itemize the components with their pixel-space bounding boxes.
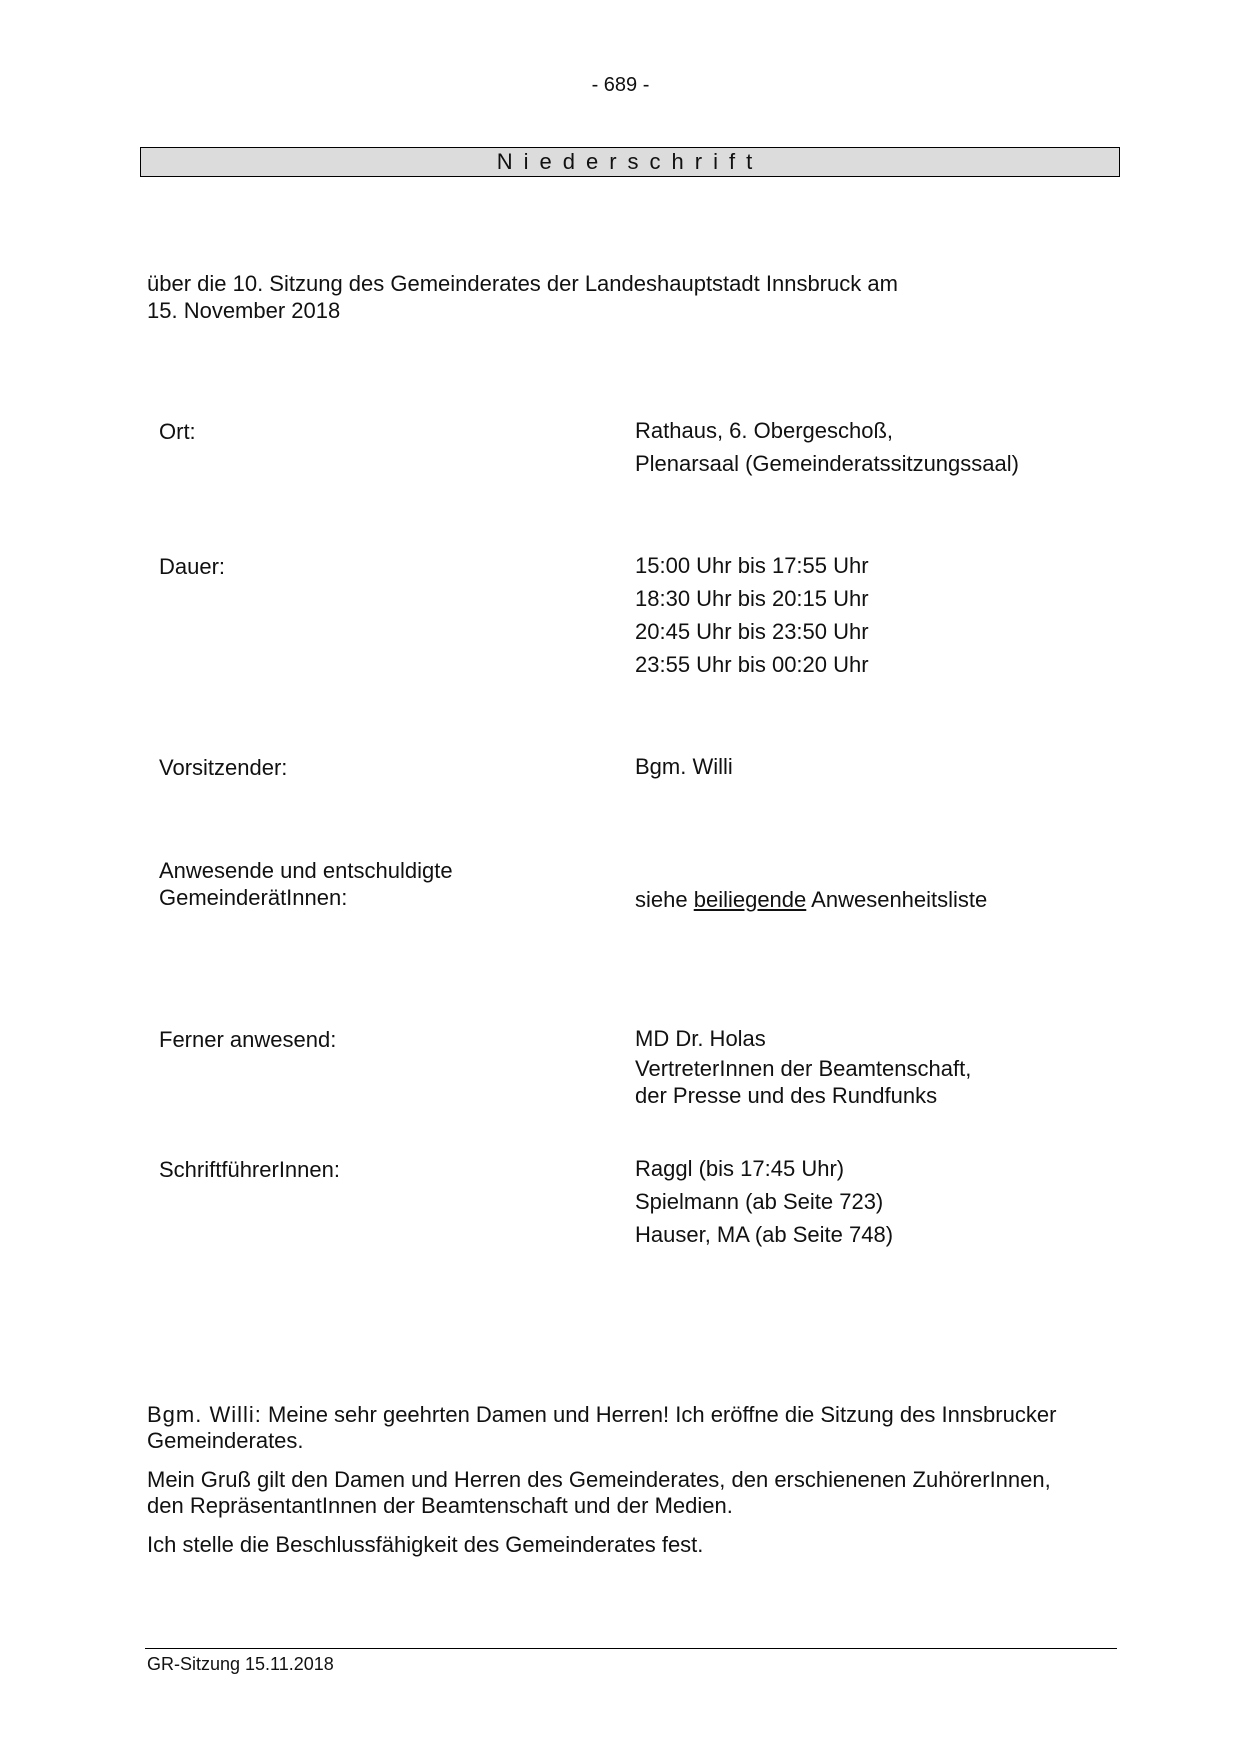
ferner-line-1: MD Dr. Holas xyxy=(635,1026,766,1051)
document-title: Niederschrift xyxy=(140,147,1120,177)
greeting-line-1: Mein Gruß gilt den Damen und Herren des Gemeinderates, den erschienenen ZuhörerInnen, xyxy=(147,1467,1051,1492)
opening-line-2: Gemeinderates. xyxy=(147,1428,304,1453)
anwesende-label xyxy=(159,857,599,911)
vorsitzender-label: Vorsitzender: xyxy=(159,755,288,780)
anwesende-suffix: Anwesenheitsliste xyxy=(811,887,988,912)
speaker-name: Bgm. Willi: xyxy=(147,1402,262,1427)
document-subtitle xyxy=(147,270,1047,324)
ort-line-1: Rathaus, 6. Obergeschoß, xyxy=(635,418,894,443)
anwesende-label-line-1: Anwesende und entschuldigte xyxy=(159,858,453,883)
paragraph-opening xyxy=(147,1402,1107,1454)
dauer-line-1: 15:00 Uhr bis 17:55 Uhr xyxy=(635,553,869,578)
vorsitzender-value xyxy=(635,750,1195,783)
dauer-line-3: 20:45 Uhr bis 23:50 Uhr xyxy=(635,619,869,644)
footer-rule xyxy=(145,1648,1117,1649)
ferner-value xyxy=(635,1022,1195,1109)
footer-text: GR-Sitzung 15.11.2018 xyxy=(147,1654,334,1674)
dauer-label: Dauer: xyxy=(159,554,226,579)
greeting-line-2: den RepräsentantInnen der Beamtenschaft und der Medien. xyxy=(147,1493,733,1518)
ort-label: Ort: xyxy=(159,419,196,444)
paragraph-quorum: Ich stelle die Beschlussfähigkeit des Gemeinderates fest. xyxy=(147,1532,704,1557)
page-number: - 689 - xyxy=(591,74,650,96)
paragraph-greeting xyxy=(147,1467,1107,1519)
ort-value xyxy=(635,414,1195,480)
schriftfuehrer-value xyxy=(635,1152,1195,1251)
dauer-value xyxy=(635,549,1195,681)
opening-line-1: Meine sehr geehrten Damen und Herren! Ich eröffne die Sitzung des Innsbrucker xyxy=(268,1402,1057,1427)
ferner-line-3: der Presse und des Rundfunks xyxy=(635,1083,938,1108)
vorsitzender-name: Bgm. Willi xyxy=(635,754,733,779)
ferner-line-2: VertreterInnen der Beamtenschaft, xyxy=(635,1056,972,1081)
subtitle-line-1: über die 10. Sitzung des Gemeinderates der Landeshauptstadt Innsbruck am xyxy=(147,271,898,296)
subtitle-line-2: 15. November 2018 xyxy=(147,298,341,323)
ferner-label: Ferner anwesend: xyxy=(159,1027,337,1052)
ort-line-2: Plenarsaal (Gemeinderatssitzungssaal) xyxy=(635,451,1019,476)
anwesende-value xyxy=(635,886,1195,913)
schriftfuehrer-line-3: Hauser, MA (ab Seite 748) xyxy=(635,1222,894,1247)
schriftfuehrer-label: SchriftführerInnen: xyxy=(159,1157,340,1182)
anwesende-prefix: siehe xyxy=(635,887,688,912)
schriftfuehrer-line-1: Raggl (bis 17:45 Uhr) xyxy=(635,1156,845,1181)
dauer-line-4: 23:55 Uhr bis 00:20 Uhr xyxy=(635,652,869,677)
schriftfuehrer-line-2: Spielmann (ab Seite 723) xyxy=(635,1189,884,1214)
anwesende-label-line-2: GemeinderätInnen: xyxy=(159,885,348,910)
anwesende-underlined: beiliegende xyxy=(693,887,807,912)
dauer-line-2: 18:30 Uhr bis 20:15 Uhr xyxy=(635,586,869,611)
